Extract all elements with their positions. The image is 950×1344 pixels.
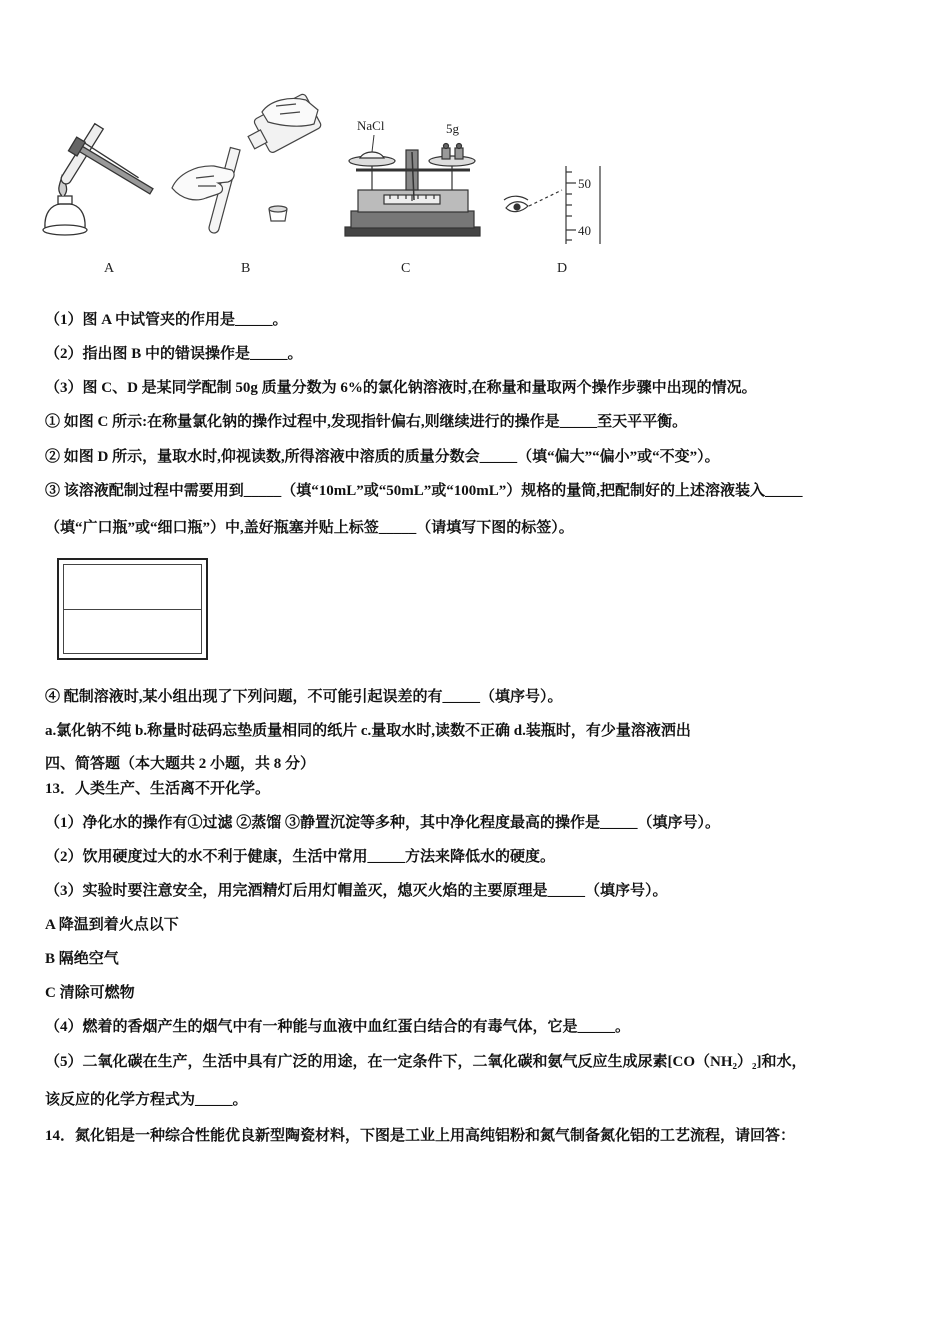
figure-label-c: C (401, 261, 411, 276)
test-tube-holder-icon (68, 137, 155, 198)
alcohol-lamp-icon (43, 176, 87, 235)
section-heading: 四、简答题（本大题共 2 小题，共 8 分） (45, 756, 316, 772)
q12-part3-item3: ③ 该溶液配制过程中需要用到_____（填“10mL”或“50mL”或“100mL”）规格的量筒,把配制好的上述溶液装入_____ (45, 483, 803, 499)
right-pan-label: 5g (446, 121, 459, 136)
figure-label-d: D (557, 261, 568, 276)
nacl-heap (360, 152, 384, 158)
hand-holding-bottle-icon (262, 99, 318, 127)
q13-title: 13．人类生产、生活离不开化学。 (45, 781, 271, 797)
q13-part5: （5）二氧化碳在生产，生活中具有广泛的用途，在一定条件下，二氧化碳和氨气反应生成尿素[CO（NH₂）₂]和水， (45, 1054, 807, 1070)
q12-part3-item3-cont: （填“广口瓶”或“细口瓶”）中,盖好瓶塞并贴上标签_____（请填写下图的标签）。 (45, 520, 574, 536)
figure-label-b: B (241, 261, 251, 276)
bottle-label-divider (64, 609, 201, 610)
right-pan (429, 156, 475, 166)
q13-option-b: B 隔绝空气 (45, 951, 119, 967)
q13-part5-cont: 该反应的化学方程式为_____。 (45, 1092, 248, 1108)
q13-part1: （1）净化水的操作有①过滤 ②蒸馏 ③静置沉淀等多种，其中净化程度最高的操作是_____（填序号）。 (45, 815, 721, 831)
bottle-stopper-icon (269, 206, 287, 221)
q13-part3: （3）实验时要注意安全，用完酒精灯后用灯帽盖灭，熄灭火焰的主要原理是_____（填序号）。 (45, 883, 668, 899)
balance-scale-plate (384, 195, 440, 204)
eye-icon (504, 196, 528, 211)
q13-part4: （4）燃着的香烟产生的烟气中有一种能与血液中血红蛋白结合的有毒气体，它是_____。 (45, 1019, 631, 1035)
q12-part3-item1: ① 如图 C 所示:在称量氯化钠的操作过程中,发现指针偏右,则继续进行的操作是_____至天平平衡。 (45, 414, 688, 430)
figure-d-cylinder-reading (504, 166, 600, 244)
q12-part3: （3）图 C、D 是某同学配制 50g 质量分数为 6%的氯化钠溶液时,在称量和量取两个操作步骤中出现的情况。 (45, 380, 757, 396)
left-pan-label: NaCl (357, 118, 385, 133)
figure-a-heating-test-tube (43, 124, 156, 235)
q14-stem: 14．氮化铝是一种综合性能优良新型陶瓷材料，下图是工业上用高纯铝粉和氮气制备氮化铝的工艺流程，请回答： (45, 1128, 796, 1144)
bottle-label-box (57, 558, 208, 660)
q12-part3-item4: ④ 配制溶液时,某小组出现了下列问题，不可能引起误差的有_____（填序号）。 (45, 689, 563, 705)
q13-part2: （2）饮用硬度过大的水不利于健康，生活中常用_____方法来降低水的硬度。 (45, 849, 556, 865)
cylinder-mark-upper: 50 (578, 176, 591, 191)
figure-label-a: A (104, 261, 115, 276)
q12-part1: （1）图 A 中试管夹的作用是_____。 (45, 312, 288, 328)
q13-option-a: A 降温到着火点以下 (45, 917, 179, 933)
q13-option-c: C 清除可燃物 (45, 985, 135, 1001)
experiment-figures (0, 0, 620, 290)
q12-part3-item4-options: a.氯化钠不纯 b.称量时砝码忘垫质量相同的纸片 c.量取水时,读数不正确 d.装瓶时，有少量溶液洒出 (45, 723, 691, 739)
q12-part3-item2: ② 如图 D 所示，量取水时,仰视读数,所得溶液中溶质的质量分数会_____（填“偏大”“偏小”或“不变”）。 (45, 449, 720, 465)
bottle-label-inner (63, 564, 202, 654)
q12-part2: （2）指出图 B 中的错误操作是_____。 (45, 346, 303, 362)
sight-line (529, 190, 562, 206)
figure-c-balance (345, 118, 480, 236)
cylinder-mark-lower: 40 (578, 223, 591, 238)
figure-b-pouring-liquid (172, 93, 322, 234)
